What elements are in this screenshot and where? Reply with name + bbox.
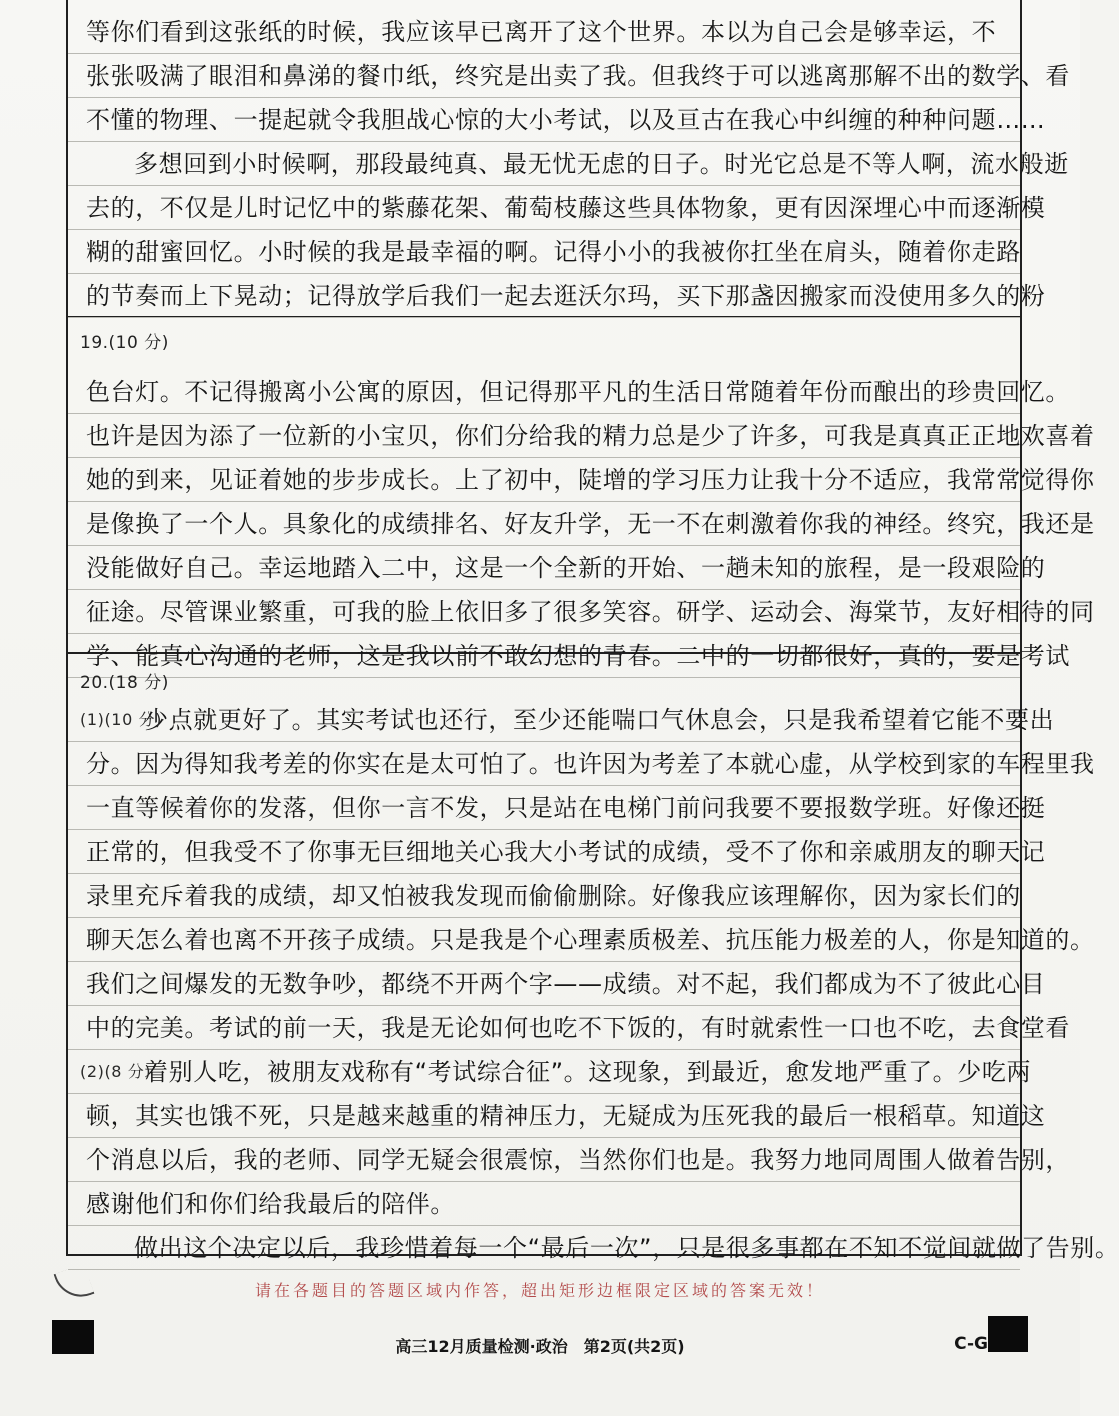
line-text: 少点就更好了。其实考试也还行，至少还能喘口气休息会，只是我希望着它能不要出 (144, 706, 1055, 734)
handwritten-line: 感谢他们和你们给我最后的陪伴。 (68, 1182, 1020, 1226)
page-footer: 高三12月质量检测·政治 第2页(共2页) (395, 1337, 685, 1356)
answer-box-top (66, 0, 1070, 318)
handwritten-line: 去的，不仅是儿时记忆中的紫藤花架、葡萄枝藤这些具体物象，更有因深埋心中而逐渐模 (68, 186, 1020, 230)
sub-question-label-2: (2)(8 分) (80, 1062, 152, 1081)
handwritten-line: 色台灯。不记得搬离小公寓的原因，但记得那平凡的生活日常随着年份而酿出的珍贵回忆。 (68, 370, 1020, 414)
top-lines (68, 10, 1070, 318)
handwritten-line: 张张吸满了眼泪和鼻涕的餐巾纸，终究是出卖了我。但我终于可以逃离那解不出的数学、看 (68, 54, 1020, 98)
handwritten-line: 是像换了一个人。具象化的成绩排名、好友升学，无一不在刺激着你我的神经。终究，我还是 (68, 502, 1020, 546)
handwritten-line: 没能做好自己。幸运地踏入二中，这是一个全新的开始、一趟未知的旅程，是一段艰险的 (68, 546, 1020, 590)
handwritten-line: 录里充斥着我的成绩，却又怕被我发现而偷偷删除。好像我应该理解你，因为家长们的 (68, 874, 1020, 918)
handwritten-line: 一直等候着你的发落，但你一言不发，只是站在电梯门前问我要不要报数学班。好像还挺 (68, 786, 1020, 830)
question-label-20: 20.(18 分) (80, 673, 169, 693)
handwritten-line: 也许是因为添了一位新的小宝贝，你们分给我的精力总是少了许多，可我是真真正正地欢喜着 (68, 414, 1020, 458)
sheet-code: C-G (954, 1334, 988, 1354)
handwritten-line: 做出这个决定以后，我珍惜着每一个“最后一次”，只是很多事都在不知不觉间就做了告别。 (68, 1226, 1020, 1270)
question-label-19: 19.(10 分) (80, 333, 169, 353)
answer-area-warning: 请在各题目的答题区域内作答，超出矩形边框限定区域的答案无效！ (254, 1281, 825, 1300)
handwritten-line: 的节奏而上下晃动；记得放学后我们一起去逛沃尔玛，买下那盏因搬家而没使用多久的粉 (68, 274, 1020, 318)
handwritten-line: 学、能真心沟通的老师，这是我以前不敢幻想的青春。二中的一切都很好，真的，要是考试 (68, 634, 1020, 678)
handwritten-line: 征途。尽管课业繁重，可我的脸上依旧多了很多笑容。研学、运动会、海棠节，友好相待的同 (68, 590, 1020, 634)
handwritten-line (68, 1050, 1032, 1094)
handwritten-line: 多想回到小时候啊，那段最纯真、最无忧无虑的日子。时光它总是不等人啊，流水般逝 (68, 142, 1020, 186)
handwritten-line: 分。因为得知我考差的你实在是太可怕了。也许因为考差了本就心虚，从学校到家的车程里我 (68, 742, 1020, 786)
answer-box-q19 (66, 318, 1095, 670)
q20-lines (68, 698, 1119, 1270)
alignment-mark-right (988, 1316, 1028, 1352)
handwritten-line: 糊的甜蜜回忆。小时候的我是最幸福的啊。记得小小的我被你扛坐在肩头，随着你走路 (68, 230, 1020, 274)
handwritten-line: 她的到来，见证着她的步步成长。上了初中，陡增的学习压力让我十分不适应，我常常觉得你 (68, 458, 1020, 502)
handwritten-line (68, 698, 1055, 742)
handwritten-line: 等你们看到这张纸的时候，我应该早已离开了这个世界。本以为自己会是够幸运，不 (68, 10, 1020, 54)
answer-box-q20 (66, 654, 1119, 1262)
handwritten-line: 不懂的物理、一提起就令我胆战心惊的大小考试，以及亘古在我心中纠缠的种种问题…… (68, 98, 1020, 142)
handwritten-line: 顿，其实也饿不死，只是越来越重的精神压力，无疑成为压死我的最后一根稻草。知道这 (68, 1094, 1020, 1138)
handwritten-line: 我们之间爆发的无数争吵，都绕不开两个字——成绩。对不起，我们都成为不了彼此心目 (68, 962, 1020, 1006)
handwritten-line: 中的完美。考试的前一天，我是无论如何也吃不下饭的，有时就索性一口也不吃，去食堂看 (68, 1006, 1020, 1050)
handwritten-line: 正常的，但我受不了你事无巨细地关心我大小考试的成绩，受不了你和亲戚朋友的聊天记 (68, 830, 1020, 874)
line-text: 着别人吃，被朋友戏称有“考试综合征”。这现象，到最近，愈发地严重了。少吃两 (144, 1058, 1032, 1086)
handwritten-line: 个消息以后，我的老师、同学无疑会很震惊，当然你们也是。我努力地同周围人做着告别， (68, 1138, 1020, 1182)
sub-question-label-1: (1)(10 分) (80, 710, 162, 729)
q19-lines (68, 370, 1095, 678)
handwritten-line: 聊天怎么着也离不开孩子成绩。只是我是个心理素质极差、抗压能力极差的人，你是知道的。 (68, 918, 1020, 962)
